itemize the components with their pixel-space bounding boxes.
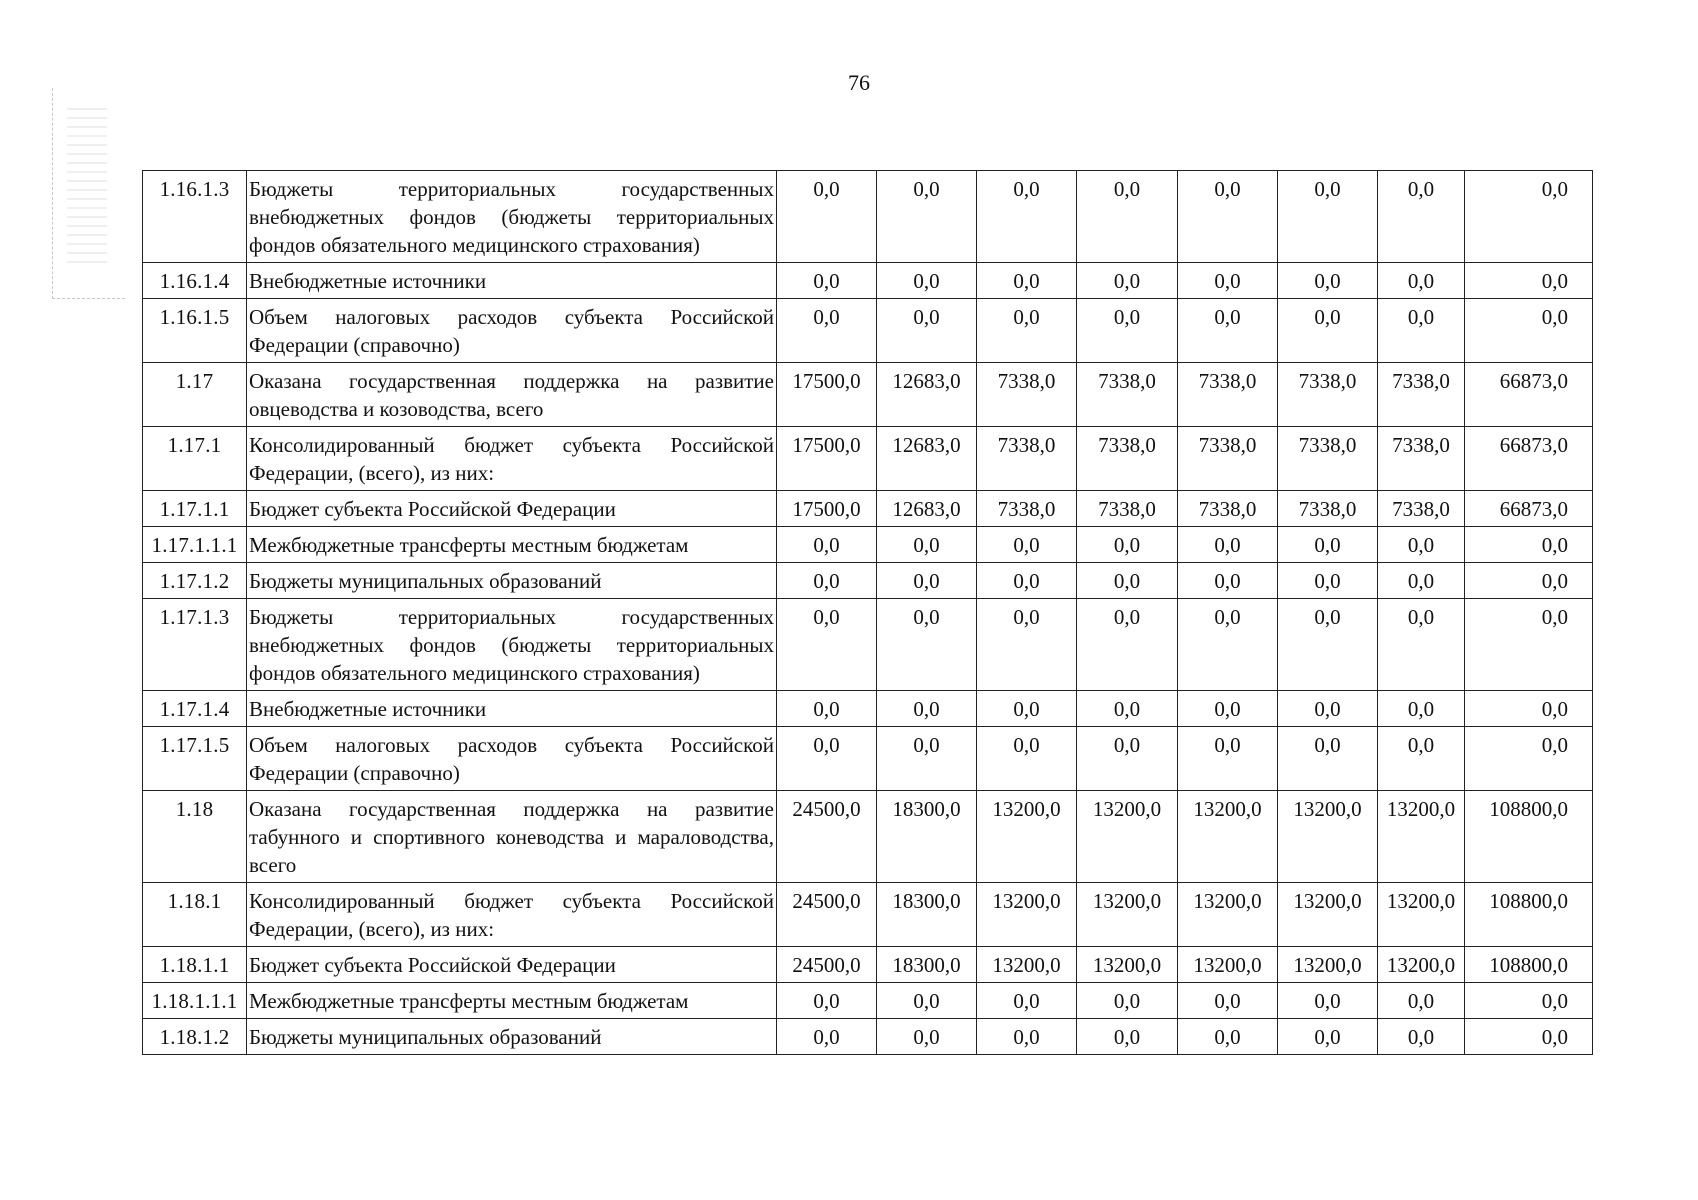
row-value-cell: 0,0: [1278, 599, 1378, 691]
table-body: [143, 171, 1593, 1055]
row-code-cell: 1.18.1.2: [143, 1019, 247, 1055]
row-code-cell: 1.17.1.1: [143, 491, 247, 527]
row-name-cell: Межбюджетные трансферты местным бюджетам: [247, 527, 777, 563]
table-row: [143, 527, 1593, 563]
row-value-cell: 7338,0: [1278, 491, 1378, 527]
row-value-cell: 13200,0: [977, 947, 1077, 983]
budget-table: [142, 170, 1593, 1055]
table-row: [143, 263, 1593, 299]
row-total-cell: 0,0: [1465, 691, 1593, 727]
row-code-cell: 1.17.1.5: [143, 727, 247, 791]
row-value-cell: 0,0: [1378, 983, 1465, 1019]
row-value-cell: 13200,0: [1077, 883, 1178, 947]
row-name-cell: Межбюджетные трансферты местным бюджетам: [247, 983, 777, 1019]
row-value-cell: 0,0: [1378, 691, 1465, 727]
row-value-cell: 0,0: [1178, 263, 1278, 299]
row-value-cell: 0,0: [877, 727, 977, 791]
row-value-cell: 0,0: [1178, 171, 1278, 263]
table-row: [143, 491, 1593, 527]
row-value-cell: 0,0: [977, 1019, 1077, 1055]
row-value-cell: 0,0: [1278, 299, 1378, 363]
row-value-cell: 0,0: [977, 983, 1077, 1019]
row-value-cell: 0,0: [1378, 563, 1465, 599]
table-row: [143, 563, 1593, 599]
table-row: [143, 1019, 1593, 1055]
row-code-cell: 1.17.1.3: [143, 599, 247, 691]
row-value-cell: 0,0: [1077, 263, 1178, 299]
row-value-cell: 13200,0: [1278, 947, 1378, 983]
row-value-cell: 18300,0: [877, 947, 977, 983]
row-value-cell: 24500,0: [777, 883, 877, 947]
row-value-cell: 0,0: [1278, 727, 1378, 791]
row-name-cell: Объем налоговых расходов субъекта Российской Федерации (справочно): [247, 727, 777, 791]
row-name-cell: Бюджеты территориальных государственных внебюджетных фондов (бюджеты территориальных фондов обязательного медицинского страхования): [247, 599, 777, 691]
row-value-cell: 13200,0: [1178, 947, 1278, 983]
row-name-cell: Консолидированный бюджет субъекта Российской Федерации, (всего), из них:: [247, 883, 777, 947]
table-row: [143, 171, 1593, 263]
row-value-cell: 7338,0: [977, 363, 1077, 427]
row-value-cell: 13200,0: [1278, 883, 1378, 947]
row-value-cell: 17500,0: [777, 363, 877, 427]
row-value-cell: 18300,0: [877, 791, 977, 883]
row-value-cell: 0,0: [1178, 691, 1278, 727]
row-value-cell: 12683,0: [877, 491, 977, 527]
row-value-cell: 0,0: [1278, 527, 1378, 563]
row-value-cell: 0,0: [977, 263, 1077, 299]
row-value-cell: 0,0: [1378, 727, 1465, 791]
row-name-cell: Бюджет субъекта Российской Федерации: [247, 947, 777, 983]
row-value-cell: 0,0: [1378, 527, 1465, 563]
row-value-cell: 7338,0: [1077, 427, 1178, 491]
row-value-cell: 13200,0: [1077, 791, 1178, 883]
row-value-cell: 0,0: [977, 563, 1077, 599]
row-total-cell: 108800,0: [1465, 947, 1593, 983]
row-value-cell: 0,0: [877, 527, 977, 563]
row-code-cell: 1.16.1.5: [143, 299, 247, 363]
row-value-cell: 7338,0: [1378, 491, 1465, 527]
row-value-cell: 0,0: [877, 263, 977, 299]
row-value-cell: 13200,0: [1178, 883, 1278, 947]
row-value-cell: 0,0: [1278, 1019, 1378, 1055]
row-total-cell: 108800,0: [1465, 883, 1593, 947]
row-value-cell: 7338,0: [1278, 363, 1378, 427]
row-value-cell: 0,0: [877, 599, 977, 691]
row-value-cell: 0,0: [877, 983, 977, 1019]
row-value-cell: 0,0: [1178, 563, 1278, 599]
row-total-cell: 0,0: [1465, 171, 1593, 263]
row-value-cell: 0,0: [1278, 983, 1378, 1019]
row-value-cell: 0,0: [1378, 1019, 1465, 1055]
row-code-cell: 1.18.1.1.1: [143, 983, 247, 1019]
row-code-cell: 1.18: [143, 791, 247, 883]
row-value-cell: 0,0: [877, 171, 977, 263]
table-row: [143, 691, 1593, 727]
row-total-cell: 0,0: [1465, 299, 1593, 363]
row-value-cell: 0,0: [877, 1019, 977, 1055]
row-code-cell: 1.17.1.1.1: [143, 527, 247, 563]
row-code-cell: 1.17.1.4: [143, 691, 247, 727]
row-value-cell: 7338,0: [1077, 491, 1178, 527]
row-value-cell: 0,0: [1378, 263, 1465, 299]
row-code-cell: 1.18.1.1: [143, 947, 247, 983]
row-value-cell: 0,0: [777, 171, 877, 263]
row-value-cell: 0,0: [1077, 691, 1178, 727]
row-value-cell: 12683,0: [877, 363, 977, 427]
row-name-cell: Бюджеты муниципальных образований: [247, 1019, 777, 1055]
row-total-cell: 0,0: [1465, 599, 1593, 691]
row-value-cell: 12683,0: [877, 427, 977, 491]
row-value-cell: 0,0: [1077, 727, 1178, 791]
row-value-cell: 0,0: [777, 299, 877, 363]
row-value-cell: 13200,0: [1178, 791, 1278, 883]
row-name-cell: Внебюджетные источники: [247, 263, 777, 299]
row-value-cell: 0,0: [877, 563, 977, 599]
row-name-cell: Оказана государственная поддержка на развитие овцеводства и козоводства, всего: [247, 363, 777, 427]
table-row: [143, 727, 1593, 791]
row-code-cell: 1.17.1: [143, 427, 247, 491]
row-code-cell: 1.16.1.3: [143, 171, 247, 263]
row-total-cell: 66873,0: [1465, 363, 1593, 427]
row-value-cell: 0,0: [1077, 1019, 1178, 1055]
row-value-cell: 0,0: [1378, 299, 1465, 363]
row-code-cell: 1.18.1: [143, 883, 247, 947]
row-value-cell: 13200,0: [1378, 883, 1465, 947]
row-value-cell: 0,0: [1278, 263, 1378, 299]
row-value-cell: 0,0: [1378, 171, 1465, 263]
row-name-cell: Оказана государственная поддержка на развитие табунного и спортивного коневодства и мараловодства, всего: [247, 791, 777, 883]
row-total-cell: 0,0: [1465, 983, 1593, 1019]
row-value-cell: 7338,0: [1178, 363, 1278, 427]
table-row: [143, 599, 1593, 691]
row-value-cell: 0,0: [1178, 527, 1278, 563]
row-value-cell: 0,0: [1077, 299, 1178, 363]
row-value-cell: 7338,0: [1278, 427, 1378, 491]
row-name-cell: Бюджеты муниципальных образований: [247, 563, 777, 599]
row-value-cell: 7338,0: [1077, 363, 1178, 427]
row-code-cell: 1.17: [143, 363, 247, 427]
row-value-cell: 13200,0: [977, 883, 1077, 947]
table-row: [143, 791, 1593, 883]
row-value-cell: 0,0: [1077, 983, 1178, 1019]
row-value-cell: 0,0: [1178, 727, 1278, 791]
row-value-cell: 0,0: [1378, 599, 1465, 691]
table-row: [143, 983, 1593, 1019]
row-value-cell: 0,0: [877, 691, 977, 727]
row-value-cell: 0,0: [777, 599, 877, 691]
row-value-cell: 0,0: [777, 263, 877, 299]
row-value-cell: 18300,0: [877, 883, 977, 947]
row-value-cell: 0,0: [977, 691, 1077, 727]
row-value-cell: 0,0: [777, 727, 877, 791]
row-value-cell: 13200,0: [1278, 791, 1378, 883]
row-value-cell: 0,0: [777, 563, 877, 599]
row-value-cell: 0,0: [777, 983, 877, 1019]
row-value-cell: 0,0: [1178, 983, 1278, 1019]
row-total-cell: 0,0: [1465, 263, 1593, 299]
row-value-cell: 0,0: [1077, 599, 1178, 691]
row-value-cell: 0,0: [977, 171, 1077, 263]
row-value-cell: 0,0: [1178, 1019, 1278, 1055]
row-value-cell: 24500,0: [777, 791, 877, 883]
row-total-cell: 0,0: [1465, 527, 1593, 563]
row-value-cell: 7338,0: [1178, 427, 1278, 491]
row-name-cell: Бюджет субъекта Российской Федерации: [247, 491, 777, 527]
row-value-cell: 13200,0: [977, 791, 1077, 883]
row-name-cell: Консолидированный бюджет субъекта Российской Федерации, (всего), из них:: [247, 427, 777, 491]
row-value-cell: 0,0: [1178, 599, 1278, 691]
table-row: [143, 299, 1593, 363]
row-value-cell: 13200,0: [1378, 947, 1465, 983]
row-code-cell: 1.16.1.4: [143, 263, 247, 299]
row-value-cell: 0,0: [777, 691, 877, 727]
row-value-cell: 0,0: [977, 599, 1077, 691]
row-total-cell: 108800,0: [1465, 791, 1593, 883]
row-value-cell: 0,0: [1077, 171, 1178, 263]
table-row: [143, 883, 1593, 947]
row-value-cell: 7338,0: [1378, 363, 1465, 427]
table-row: [143, 427, 1593, 491]
row-value-cell: 0,0: [777, 1019, 877, 1055]
row-value-cell: 0,0: [977, 299, 1077, 363]
row-total-cell: 66873,0: [1465, 491, 1593, 527]
row-value-cell: 7338,0: [1378, 427, 1465, 491]
scan-stamp-mark: [52, 88, 125, 299]
row-name-cell: Внебюджетные источники: [247, 691, 777, 727]
row-value-cell: 17500,0: [777, 491, 877, 527]
row-value-cell: 17500,0: [777, 427, 877, 491]
table-row: [143, 947, 1593, 983]
table-row: [143, 363, 1593, 427]
row-value-cell: 0,0: [1278, 691, 1378, 727]
row-value-cell: 13200,0: [1378, 791, 1465, 883]
row-total-cell: 0,0: [1465, 563, 1593, 599]
row-value-cell: 7338,0: [1178, 491, 1278, 527]
row-value-cell: 0,0: [1178, 299, 1278, 363]
row-code-cell: 1.17.1.2: [143, 563, 247, 599]
row-name-cell: Бюджеты территориальных государственных внебюджетных фондов (бюджеты территориальных фондов обязательного медицинского страхования): [247, 171, 777, 263]
row-value-cell: 0,0: [977, 727, 1077, 791]
row-value-cell: 0,0: [1278, 171, 1378, 263]
page-number: 76: [848, 70, 870, 95]
row-value-cell: 0,0: [777, 527, 877, 563]
row-value-cell: 0,0: [877, 299, 977, 363]
row-value-cell: 0,0: [977, 527, 1077, 563]
row-total-cell: 66873,0: [1465, 427, 1593, 491]
row-value-cell: 0,0: [1077, 563, 1178, 599]
row-name-cell: Объем налоговых расходов субъекта Российской Федерации (справочно): [247, 299, 777, 363]
row-value-cell: 7338,0: [977, 427, 1077, 491]
row-value-cell: 0,0: [1278, 563, 1378, 599]
row-value-cell: 24500,0: [777, 947, 877, 983]
row-value-cell: 7338,0: [977, 491, 1077, 527]
row-value-cell: 13200,0: [1077, 947, 1178, 983]
row-total-cell: 0,0: [1465, 1019, 1593, 1055]
row-total-cell: 0,0: [1465, 727, 1593, 791]
row-value-cell: 0,0: [1077, 527, 1178, 563]
